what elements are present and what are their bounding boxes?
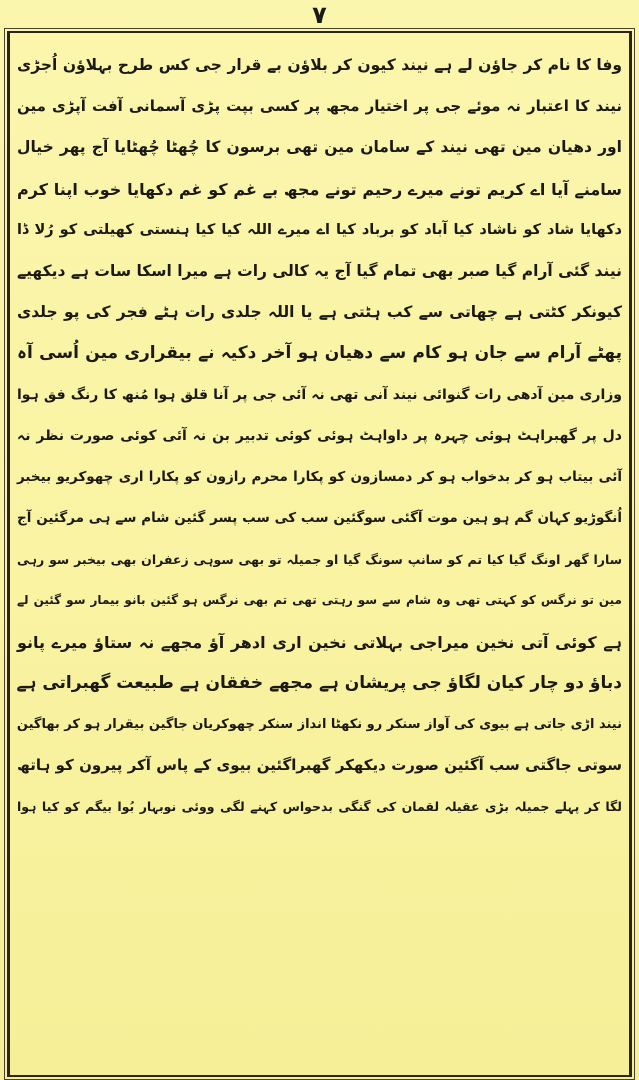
page-number: ٧	[312, 1, 327, 29]
text-line: دباؤ دو چار کیان لگاؤ جی پریشان ہے مجھے خفقان ہے طبیعت گھبراتی ہے	[16, 672, 622, 693]
text-line: پھٹے آرام سے جان ہو کام سے دھیان ہو آخر دکیہ نے بیقراری مین اُسی آہ	[17, 343, 622, 364]
text-line: نیند گئی آرام گیا صبر بھی تمام گیا آج یہ کالی رات ہے میرا اسکا سات ہے دیکھیے	[17, 261, 622, 280]
text-line: وفا کا نام کر جاؤن لے ہے نیند کیون کر بلاؤن بے قرار جی کس طرح بہلاؤن اُجڑی	[17, 56, 622, 74]
urdu-text-body	[17, 45, 622, 828]
text-line: نیند کا اعتبار نہ موئے جی پر اختیار مجھ پر کسی بپت پڑی آسمانی آفت آپڑی مین	[17, 97, 622, 116]
text-line: نیند اڑی جاتی ہے بیوی کی آواز سنکر رو نکھٹا انداز سنکر چھوکریان جاگین بیقرار ہو کر بھاگین	[16, 717, 622, 732]
text-line: سوتی جاگتی سب آگئین صورت دیکھکر گھبراگئین بیوی کے پاس آکر پیرون کو ہاتھ	[17, 756, 622, 775]
text-line: دکھایا شاد کو ناشاد کیا آباد کو برباد کیا اے میرے اللہ کیا کیا ہنستی کھیلتی کو رُلا ڈا	[17, 221, 622, 238]
text-line: وزاری مین آدھی رات گنوائی نیند آنی تھی نہ آئی جی پر آنا قلق ہوا مُنھ کا رنگ فق ہوا	[17, 386, 622, 403]
text-line: کیونکر کٹتی ہے چھاتی سے کب ہٹتی ہے یا اللہ جلدی رات ہٹے فجر کی پو جلدی	[17, 303, 622, 322]
text-line: آئی بیتاب ہو کر بدخواب ہو کر دمسازون کو پکارا محرم رازون کو پکارا اری چھوکریو بیخبر	[17, 468, 622, 485]
text-line: دل پر گھبراہٹ ہوئی چہرہ پر داواہٹ ہوئی کوئی تدبیر بن نہ آئی کوئی صورت نظر نہ	[17, 427, 622, 444]
text-line: سامنے آیا اے کریم تونے میرے رحیم تونے مجھ بے غم کو غم دکھایا خوب اپنا کرم	[17, 179, 622, 199]
text-line: سارا گھر اونگ گیا کیا تم کو سانپ سونگ گیا او جمیلہ تو بھی سوہی زعفران بھی بیخبر سو رہی	[17, 552, 622, 568]
text-line: ہے کوئی آتی نخین میراجی بہلاتی نخین اری ادھر آؤ مجھے نہ ستاؤ میرے پانو	[17, 632, 622, 652]
text-line: مین تو نرگس کو کہتی تھی وہ شام سے سو رہتی تھی تم بھی نرگس ہو گئین بانو بیمار سو گئین لے	[17, 593, 622, 608]
text-line: لگا کر پہلے جمیلہ بڑی عقیلہ لقمان کی گنگی بدحواس کہنے لگی ووئی نوبہار بُوا بیگم کو کیا ہوا	[17, 799, 622, 815]
text-line: اور دھیان مین تھی نیند کے سامان مین تھی برسون کا چُھٹا چُھٹایا آج پھر خیال	[17, 138, 622, 157]
text-line: اُنگوڑیو کہان گم ہو ہین موت آگئی سوگئین سب کی سب پسر گئین شام سے ہی مرگئین آج	[17, 510, 622, 527]
